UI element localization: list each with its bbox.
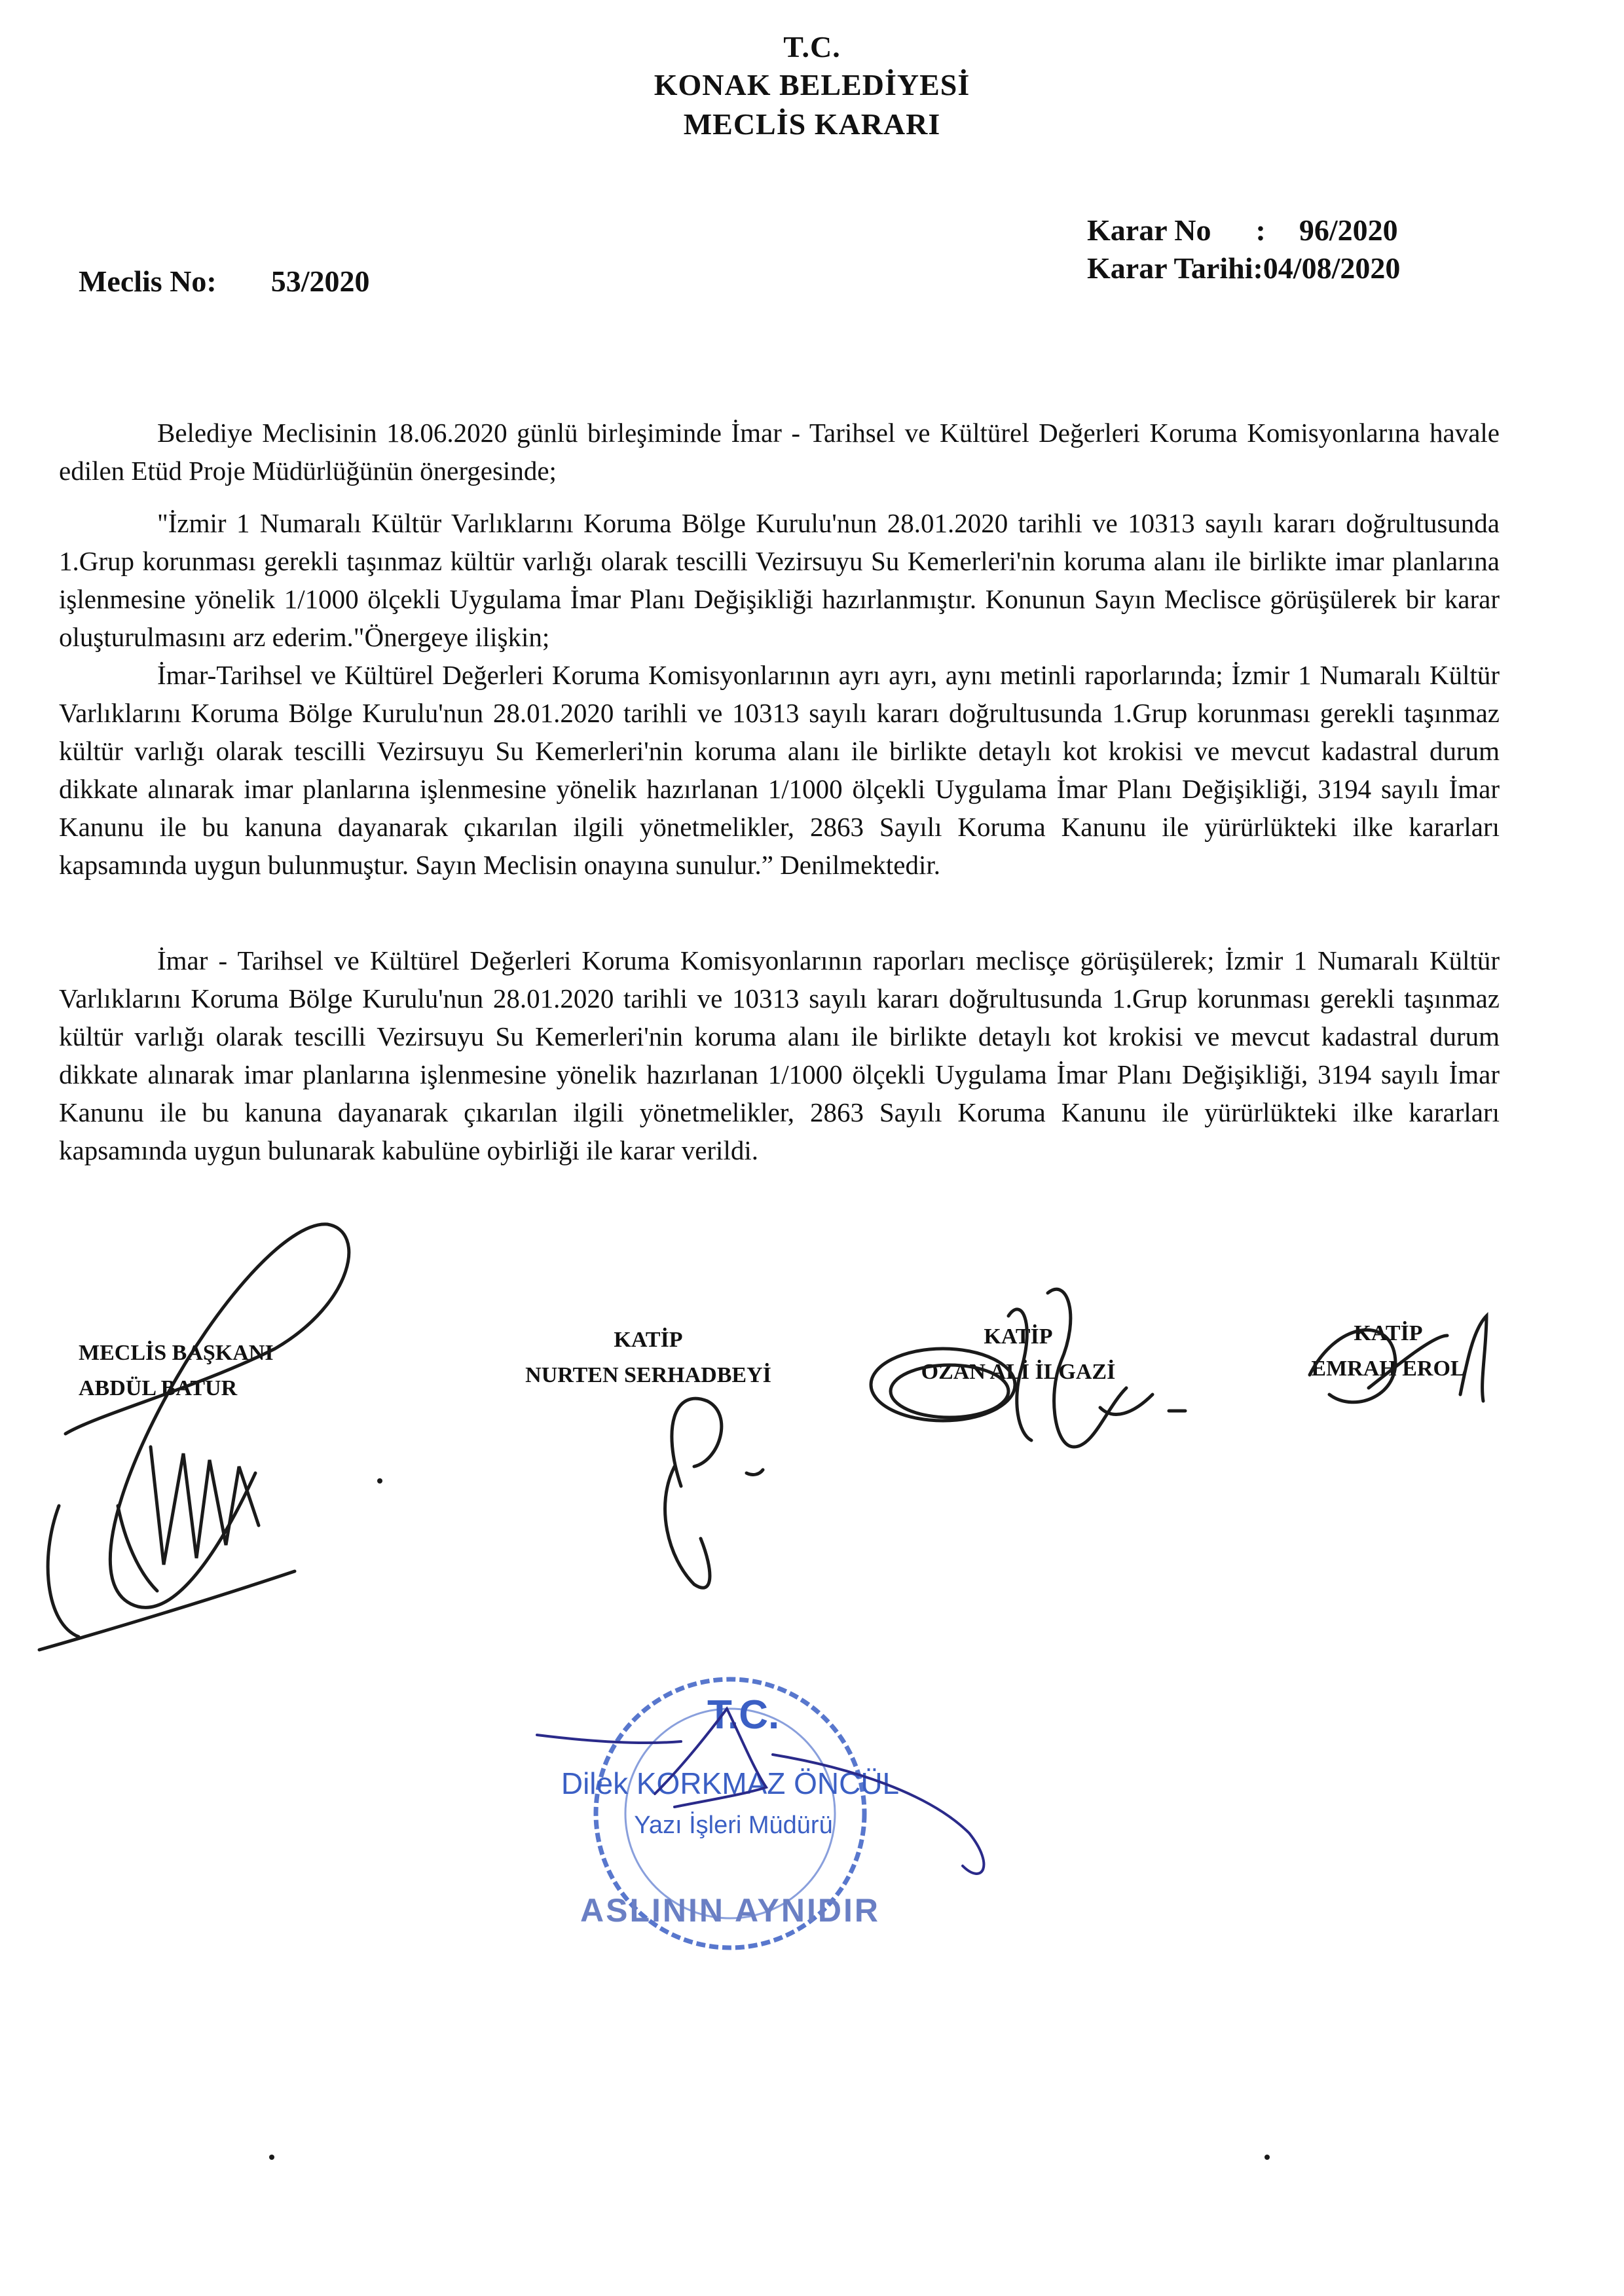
- ink-dot-1: [377, 1478, 382, 1484]
- signatory-1-title: MECLİS BAŞKANI: [79, 1341, 274, 1365]
- signature-mark-2: [665, 1398, 763, 1588]
- signatory-4-title: KATİP: [1354, 1321, 1423, 1345]
- meclis-no-value: 53/2020: [270, 264, 370, 298]
- karar-no-label: Karar No: [1087, 213, 1211, 247]
- karar-no-sep: :: [1255, 213, 1266, 247]
- stamp-officer-role: Yazı İşleri Müdürü: [634, 1812, 833, 1839]
- signature-mark-3: [871, 1289, 1185, 1447]
- signatory-2-title: KATİP: [614, 1328, 683, 1352]
- ink-dot-3: [1264, 2155, 1270, 2160]
- signature-mark-4: [1310, 1316, 1486, 1402]
- stamp-seal-top: T.C.: [707, 1692, 780, 1738]
- paragraph-4: İmar - Tarihsel ve Kültürel Değerleri Koruma Komisyonlarının raporları meclisçe görüşülerek; İzmir 1 Numaralı Kültür Varlıklarını Koruma Bölge Kurulu'nun 28.01.2020 tarihli ve 10313 sayılı kararı doğrultusunda 1.Grup korunması gerekli taşınmaz kültür varlığı olarak tescilli Vezirsuyu Su Kemerleri'nin koruma alanı ile birlikte detaylı kot krokisi ve mevcut kadastral durum dikkate alınarak imar planlarına işlenmesine yönelik hazırlanan 1/1000 ölçekli Uygulama İmar Planı Değişikliği, 3194 sayılı İmar Kanunu ile bu kanuna dayanarak çıkarılan ilgili yönetmelikler, 2863 Sayılı Koruma Kanunu ile yürürlükteki ilke kararları kapsamında uygun bulunarak kabulüne oybirliği ile karar verildi.: [59, 945, 1500, 1165]
- official-stamp: [561, 1679, 899, 1948]
- signature-mark-1: [39, 1224, 349, 1650]
- signatory-3-name: OZAN ALİ İLGAZİ: [921, 1360, 1116, 1384]
- karar-no-value: 96/2020: [1299, 213, 1398, 247]
- stamp-officer-name: Dilek KORKMAZ ÖNCÜL: [561, 1766, 900, 1800]
- paragraph-1: Belediye Meclisinin 18.06.2020 günlü birleşiminde İmar - Tarihsel ve Kültürel Değerleri Koruma Komisyonlarına havale edilen Etüd Proje Müdürlüğünün önergesinde;: [59, 418, 1500, 486]
- paragraph-3: İmar-Tarihsel ve Kültürel Değerleri Koruma Komisyonlarının ayrı ayrı, aynı metinli raporlarında; İzmir 1 Numaralı Kültür Varlıklarını Koruma Bölge Kurulu'nun 28.01.2020 tarihli ve 10313 sayılı kararı doğrultusunda 1.Grup korunması gerekli taşınmaz kültür varlığı olarak tescilli Vezirsuyu Su Kemerleri'nin koruma alanı ile birlikte detaylı kot krokisi ve mevcut kadastral durum dikkate alınarak imar planlarına işlenmesine yönelik hazırlanan 1/1000 ölçekli Uygulama İmar Planı Değişikliği, 3194 sayılı İmar Kanunu ile bu kanuna dayanarak çıkarılan ilgili yönetmelikler, 2863 Sayılı Koruma Kanunu ile yürürlükteki ilke kararları kapsamında uygun bulunmuştur. Sayın Meclisin onayına sunulur.” Denilmektedir.: [59, 660, 1500, 880]
- header-tc: T.C.: [783, 30, 841, 64]
- meclis-no-label: Meclis No:: [79, 264, 217, 298]
- signatory-3-title: KATİP: [984, 1324, 1053, 1349]
- ink-dot-2: [269, 2155, 274, 2160]
- header-title: MECLİS KARARI: [683, 107, 941, 141]
- signatory-1-name: ABDÜL BATUR: [79, 1376, 238, 1400]
- paragraph-2: "İzmir 1 Numaralı Kültür Varlıklarını Koruma Bölge Kurulu'nun 28.01.2020 tarihli ve 10313 sayılı kararı doğrultusunda 1.Grup korunması gerekli taşınmaz kültür varlığı olarak tescilli Vezirsuyu Su Kemerleri'nin koruma alanı ile birlikte imar planlarına işlenmesine yönelik 1/1000 ölçekli Uygulama İmar Planı Değişikliği hazırlanmıştır. Konunun Sayın Meclisce görüşülerek bir karar oluşturulmasını arz ederim."Önergeye ilişkin;: [59, 508, 1500, 652]
- stamp-certification: ASLININ AYNIDIR: [580, 1892, 881, 1929]
- signatory-2-name: NURTEN SERHADBEYİ: [525, 1363, 771, 1387]
- karar-tarihi-value: 04/08/2020: [1263, 251, 1401, 285]
- header-municipality: KONAK BELEDİYESİ: [654, 68, 970, 101]
- karar-tarihi-label: Karar Tarihi:: [1087, 251, 1263, 285]
- signatory-4-name: EMRAH EROL: [1311, 1357, 1466, 1381]
